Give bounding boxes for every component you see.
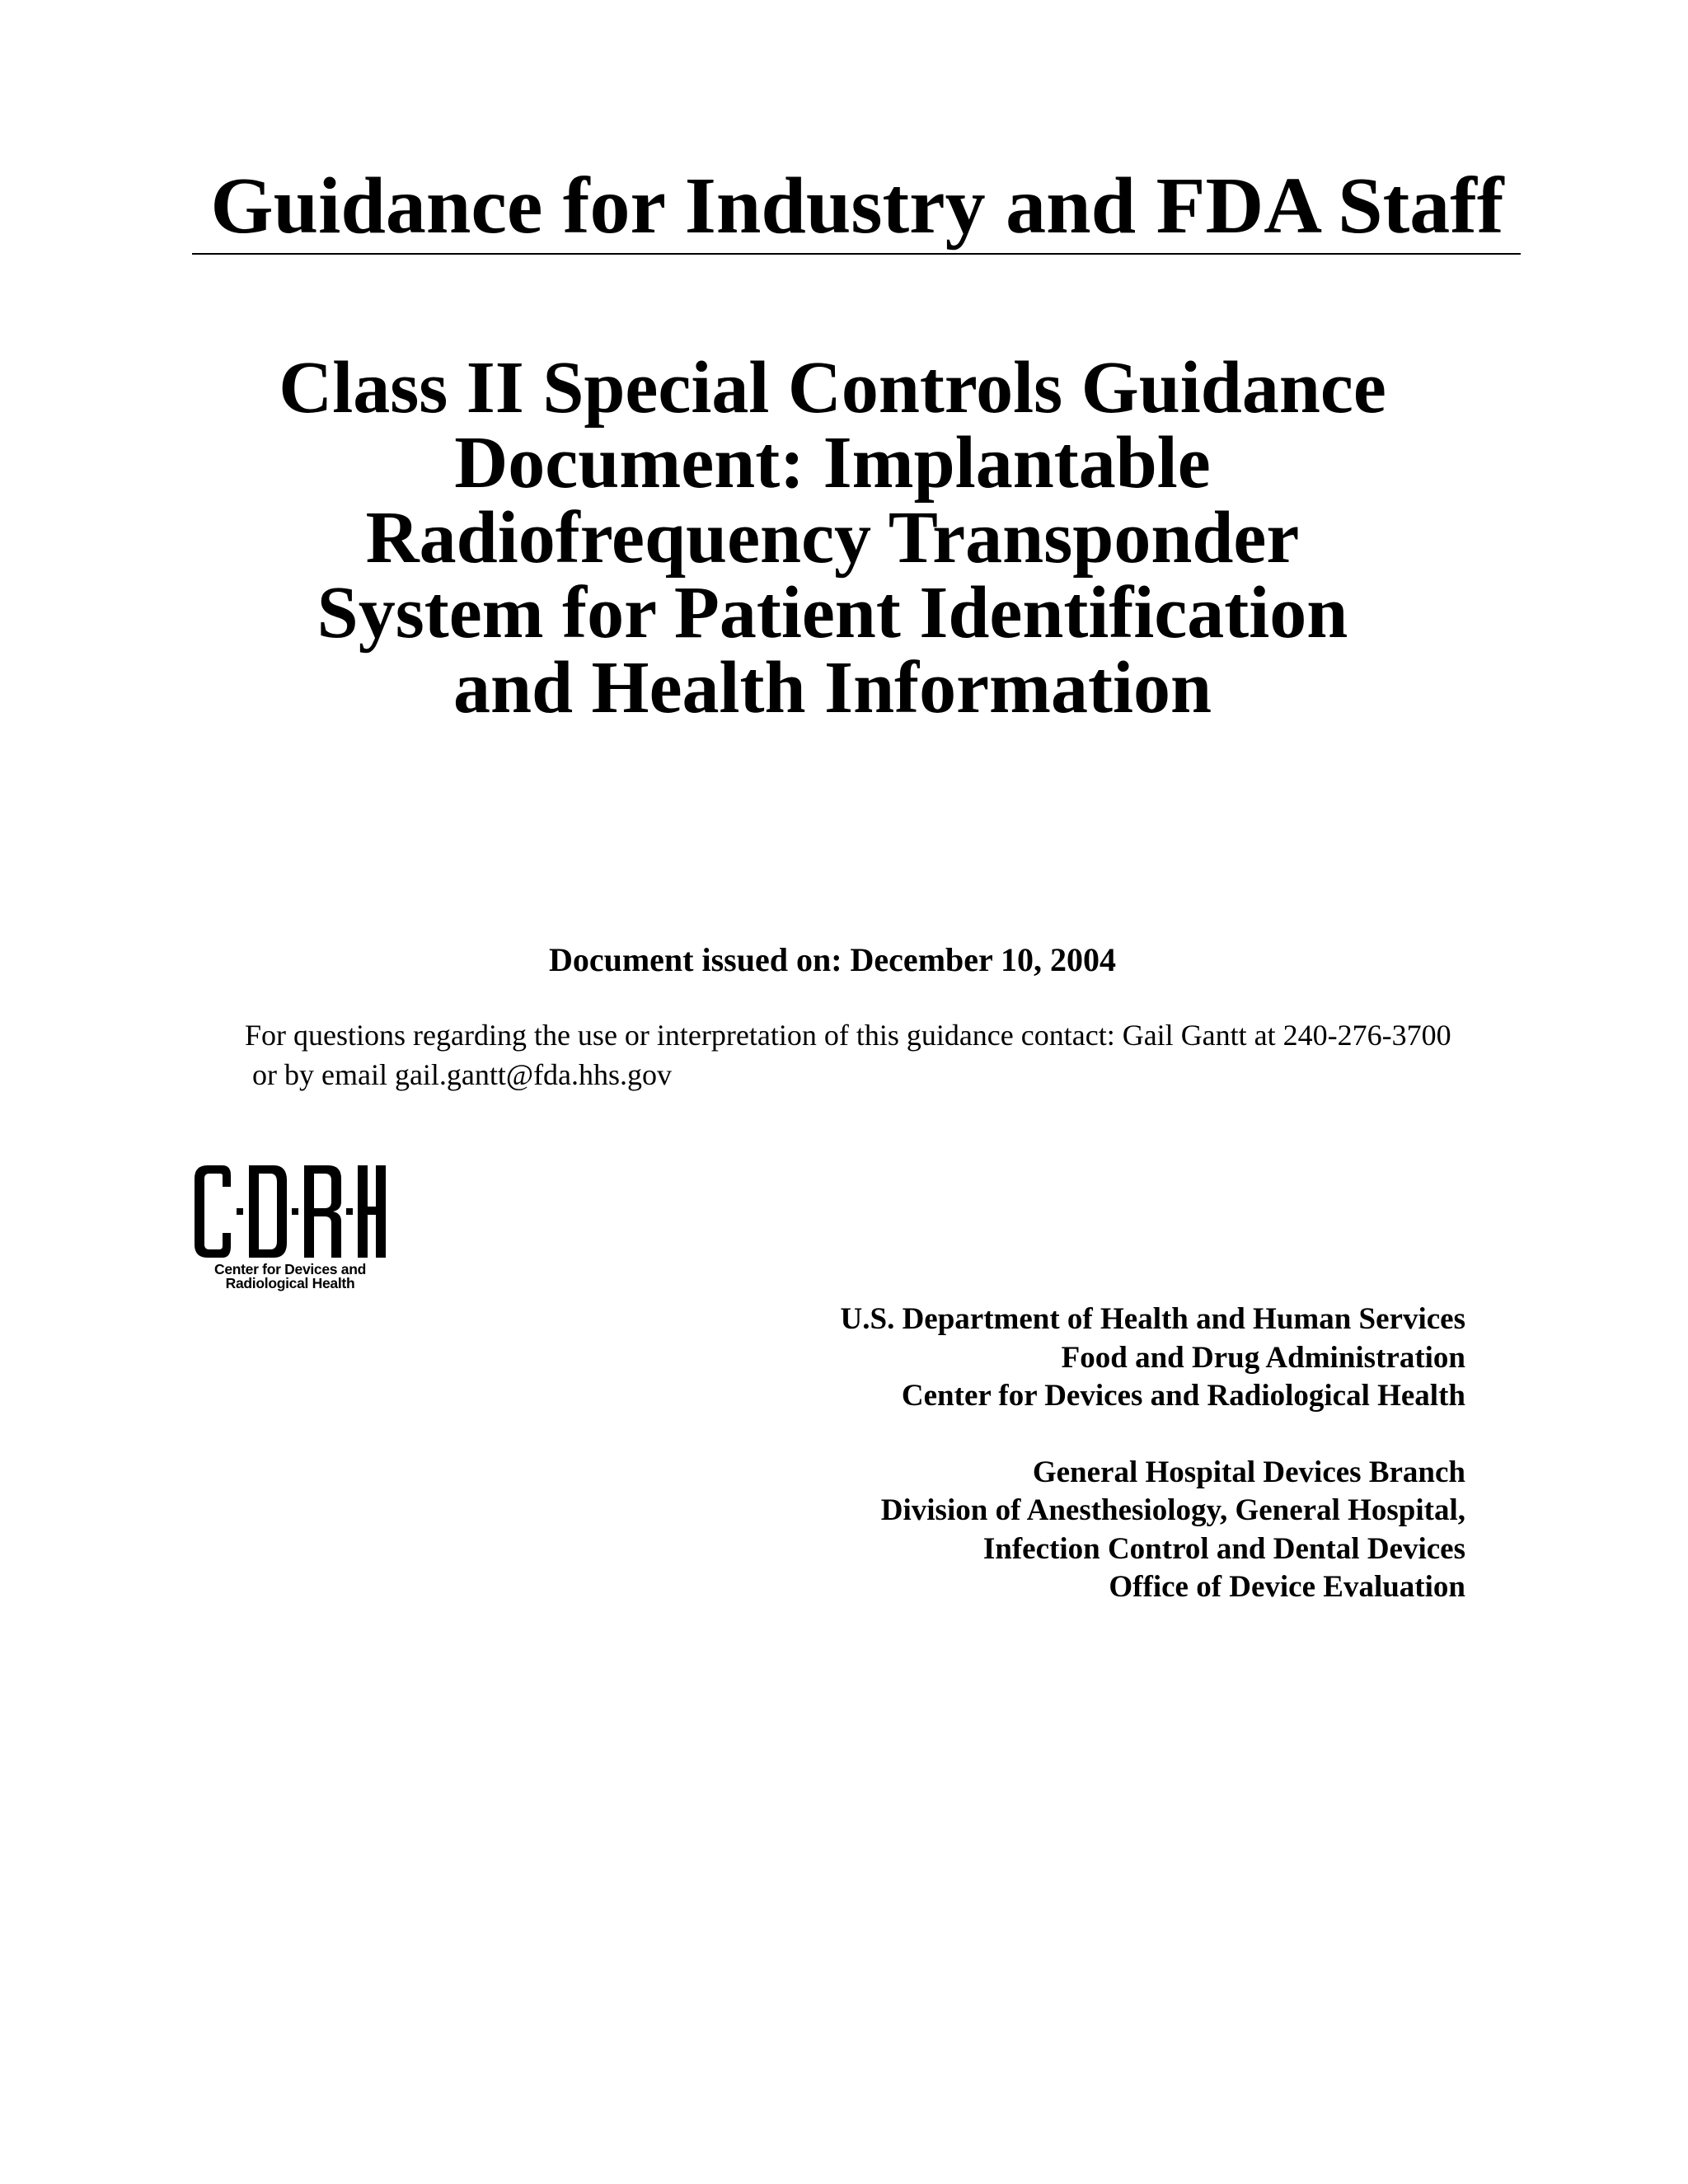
issue-date: Document issued on: December 10, 2004	[548, 941, 1117, 978]
document-title-line: Class II Special Controls Guidance	[279, 347, 1386, 429]
logo-caption-line: Center for Devices and	[213, 1261, 367, 1277]
document-title-line: System for Patient Identification	[316, 572, 1348, 654]
branch-line: Division of Anesthesiology, General Hospital,	[880, 1493, 1465, 1527]
document-title-line: Radiofrequency Transponder	[365, 497, 1300, 579]
guidance-header-title: Guidance for Industry and FDA Staff	[210, 162, 1504, 251]
cdrh-logo-mark	[191, 1162, 389, 1261]
header-underline	[192, 253, 1521, 255]
cdrh-logo	[191, 1162, 389, 1298]
agency-line: Food and Drug Administration	[1061, 1340, 1465, 1375]
contact-info	[245, 1015, 1451, 1094]
agency-line: Center for Devices and Radiological Health	[901, 1379, 1465, 1413]
document-title	[148, 347, 1517, 729]
contact-line: or by email gail.gantt@fda.hhs.gov	[252, 1058, 673, 1091]
branch-line: Office of Device Evaluation	[1109, 1570, 1465, 1604]
contact-line: For questions regarding the use or interpretation of this guidance contact: Gail Gantt at 240-276-3700	[245, 1019, 1451, 1052]
logo-caption-line: Radiological Health	[225, 1275, 355, 1291]
branch-line: Infection Control and Dental Devices	[982, 1531, 1465, 1566]
document-title-line: Document: Implantable	[454, 422, 1211, 504]
document-title-line: and Health Information	[452, 647, 1212, 729]
branch-line: General Hospital Devices Branch	[1032, 1455, 1465, 1489]
spacer	[841, 1416, 1465, 1454]
agency-line: U.S. Department of Health and Human Services	[840, 1302, 1465, 1336]
agency-block	[841, 1301, 1465, 1607]
logo-caption	[191, 1263, 389, 1291]
